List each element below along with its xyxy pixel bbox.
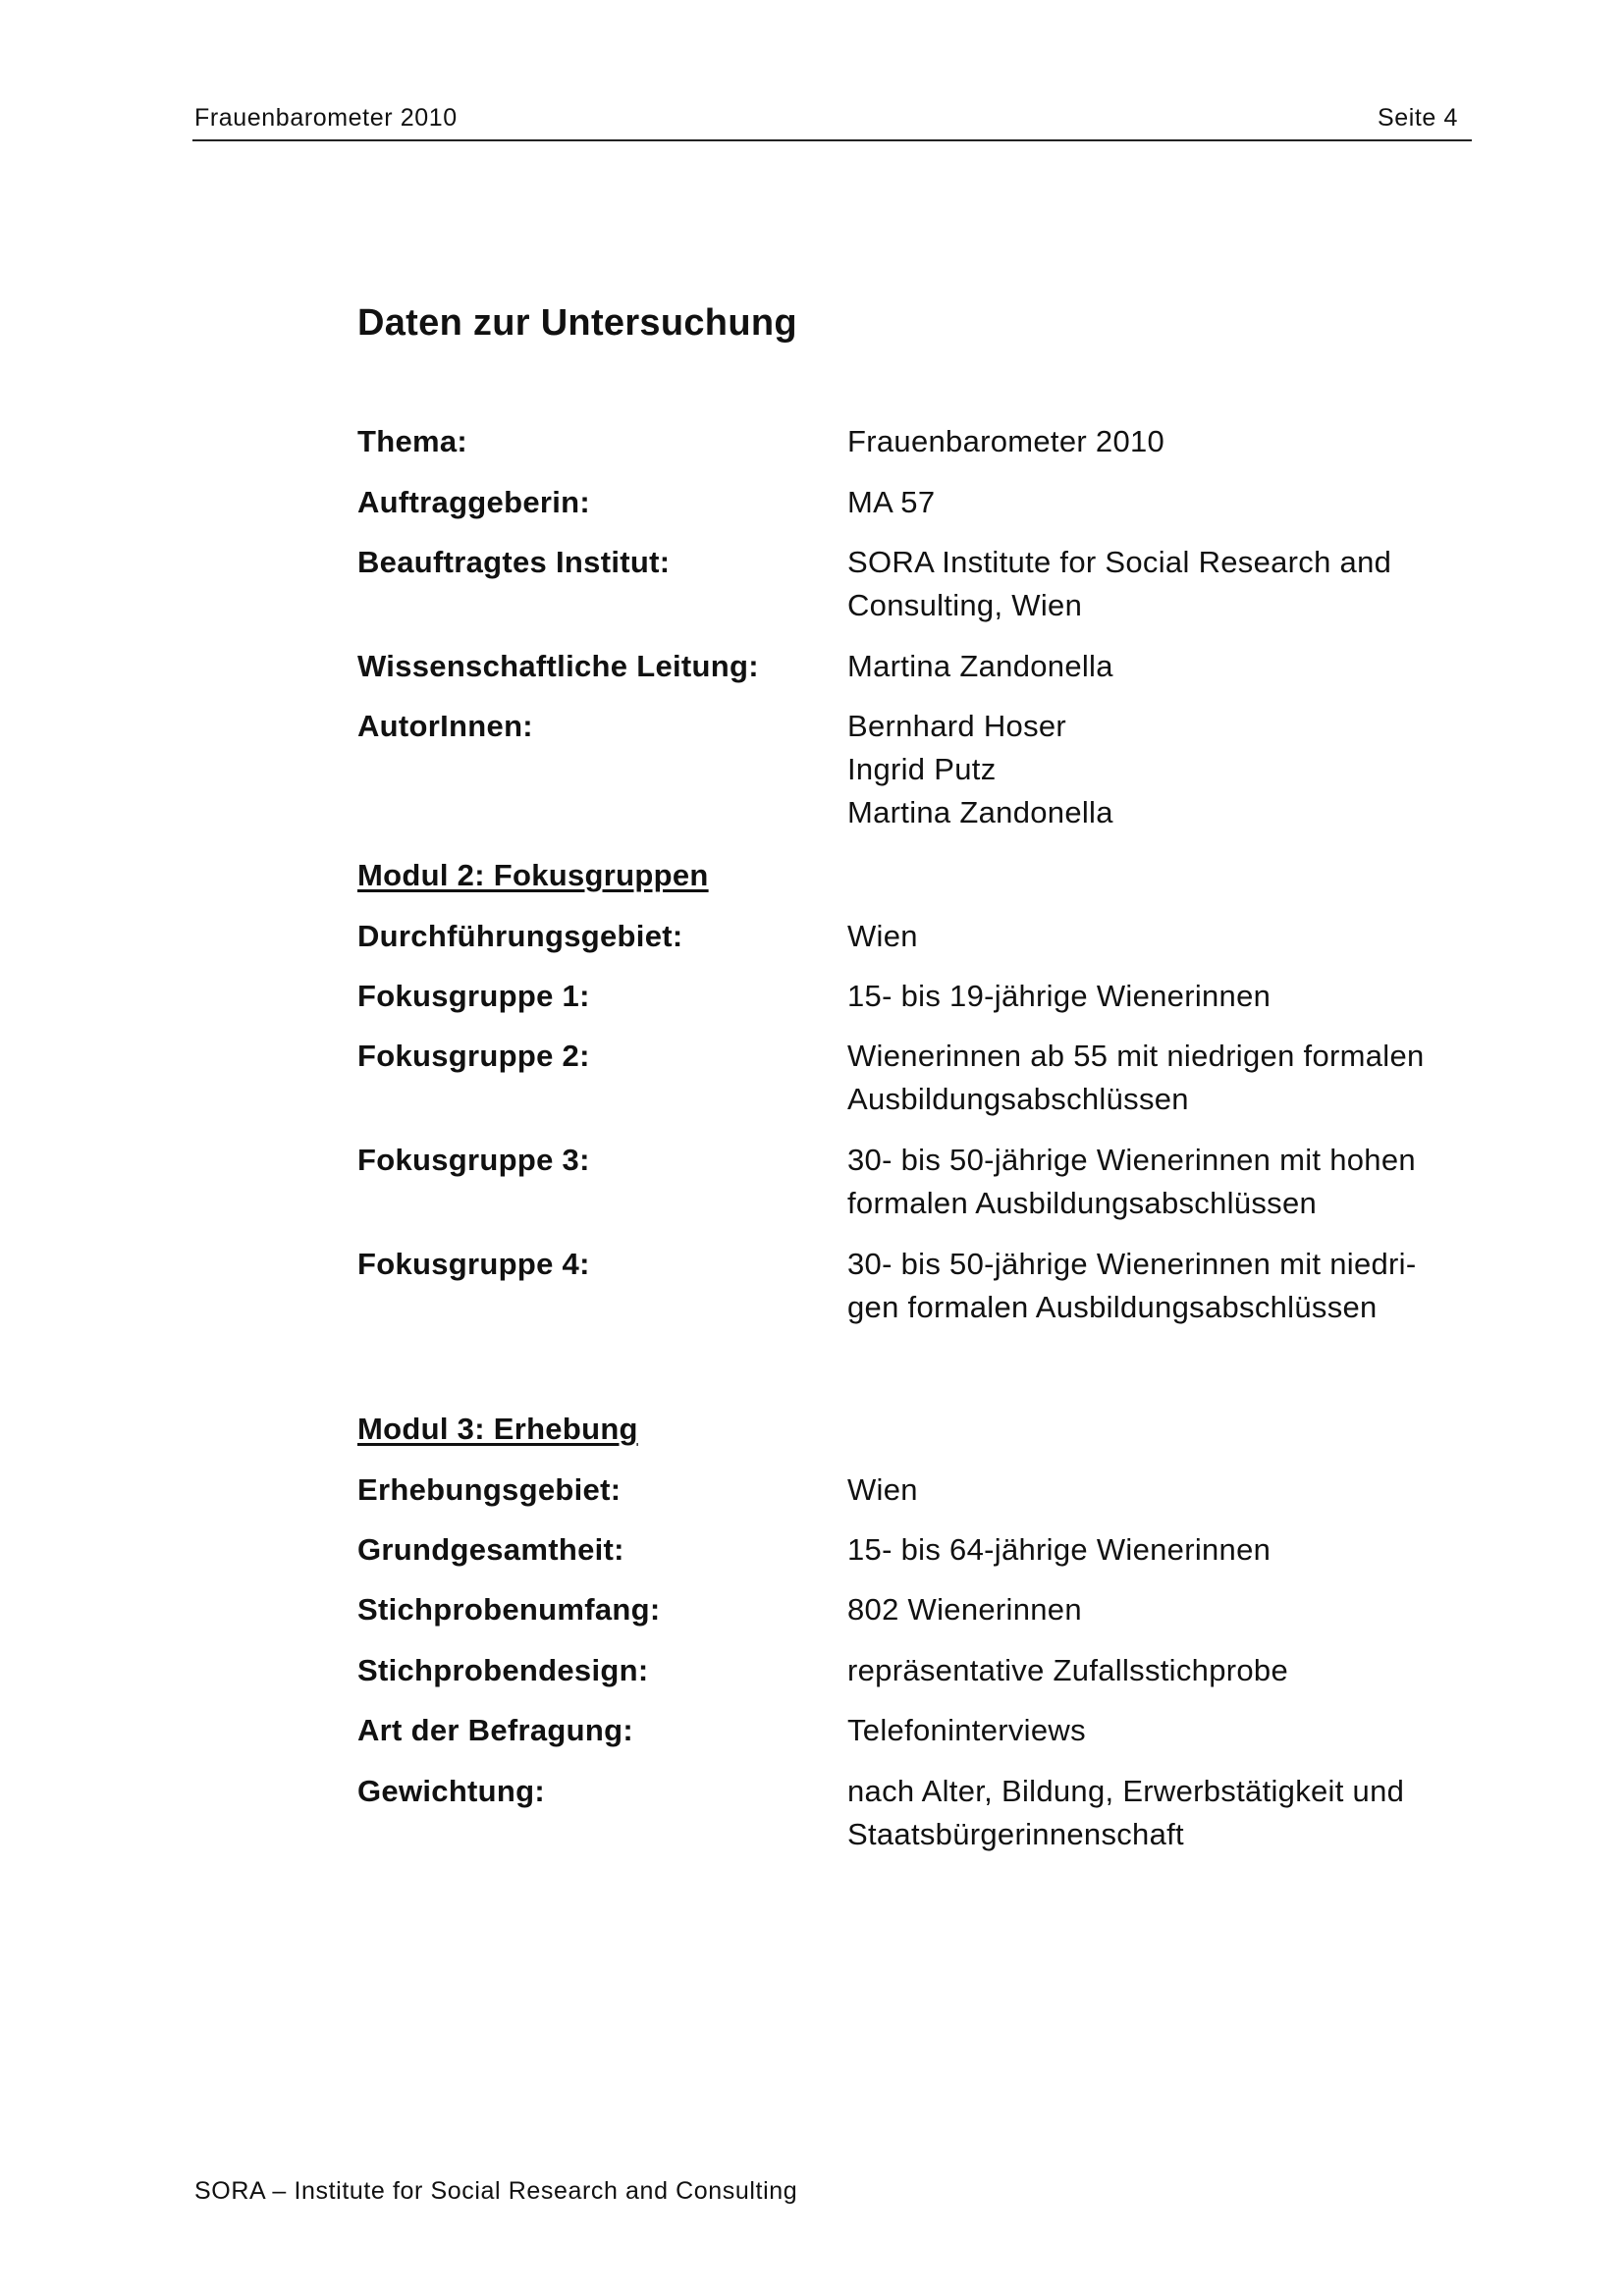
info-value-line: Ingrid Putz <box>847 752 997 786</box>
info-value-line: formalen Ausbildungsabschlüssen <box>847 1186 1318 1220</box>
info-label: Gewichtung: <box>357 1774 546 1808</box>
info-value <box>847 645 1476 688</box>
info-value <box>847 1243 1476 1329</box>
info-value <box>847 1709 1476 1752</box>
page-title: Daten zur Untersuchung <box>357 302 797 344</box>
info-label: Fokusgruppe 3: <box>357 1143 590 1177</box>
section-heading-modul-3: Modul 3: Erhebung <box>357 1412 638 1446</box>
page-footer: SORA – Institute for Social Research and Consulting <box>194 2177 798 2205</box>
info-label: Stichprobendesign: <box>357 1653 649 1687</box>
info-label: Beauftragtes Institut: <box>357 545 671 579</box>
info-value-line: SORA Institute for Social Research and <box>847 545 1392 579</box>
header-page-number: Seite 4 <box>1377 104 1458 132</box>
info-value-line: gen formalen Ausbildungsabschlüssen <box>847 1290 1378 1324</box>
info-value <box>847 1035 1476 1121</box>
info-value <box>847 541 1476 627</box>
info-value-line: Wienerinnen ab 55 mit niedrigen formalen <box>847 1039 1425 1073</box>
info-value <box>847 481 1476 524</box>
info-value-line: Wien <box>847 1472 918 1507</box>
info-value-line: repräsentative Zufallsstichprobe <box>847 1653 1288 1687</box>
header-document-title: Frauenbarometer 2010 <box>194 104 458 132</box>
info-value-line: Consulting, Wien <box>847 588 1083 622</box>
section-heading-modul-2: Modul 2: Fokusgruppen <box>357 858 709 892</box>
info-value <box>847 975 1476 1018</box>
info-value-line: 15- bis 64-jährige Wienerinnen <box>847 1532 1271 1567</box>
info-value-line: Wien <box>847 919 918 953</box>
info-value <box>847 1770 1476 1856</box>
info-value-line: 802 Wienerinnen <box>847 1592 1082 1627</box>
info-label: Auftraggeberin: <box>357 485 590 519</box>
info-value <box>847 420 1476 463</box>
info-value <box>847 705 1476 834</box>
info-value-line: 15- bis 19-jährige Wienerinnen <box>847 979 1271 1013</box>
info-value-line: Bernhard Hoser <box>847 709 1067 743</box>
info-label: Fokusgruppe 1: <box>357 979 590 1013</box>
info-value-line: Staatsbürgerinnenschaft <box>847 1817 1184 1851</box>
info-value-line: Martina Zandonella <box>847 649 1113 683</box>
info-value-line: 30- bis 50-jährige Wienerinnen mit hohen <box>847 1143 1416 1177</box>
info-value <box>847 1649 1476 1692</box>
info-value-line: Martina Zandonella <box>847 795 1113 829</box>
info-value <box>847 1468 1476 1512</box>
info-value-line: MA 57 <box>847 485 936 519</box>
info-label: AutorInnen: <box>357 709 533 743</box>
info-label: Durchführungsgebiet: <box>357 919 683 953</box>
info-value-line: Frauenbarometer 2010 <box>847 424 1165 458</box>
info-label: Thema: <box>357 424 468 458</box>
info-value <box>847 1528 1476 1572</box>
info-value-line: nach Alter, Bildung, Erwerbstätigkeit und <box>847 1774 1405 1808</box>
info-label: Wissenschaftliche Leitung: <box>357 649 759 683</box>
info-value-line: Ausbildungsabschlüssen <box>847 1082 1189 1116</box>
info-label: Stichprobenumfang: <box>357 1592 661 1627</box>
info-value <box>847 1139 1476 1225</box>
info-label: Fokusgruppe 2: <box>357 1039 590 1073</box>
info-value <box>847 915 1476 958</box>
info-value <box>847 1588 1476 1631</box>
info-label: Fokusgruppe 4: <box>357 1247 590 1281</box>
info-label: Grundgesamtheit: <box>357 1532 624 1567</box>
info-value-line: 30- bis 50-jährige Wienerinnen mit niedri- <box>847 1247 1417 1281</box>
info-label: Art der Befragung: <box>357 1713 633 1747</box>
info-value-line: Telefoninterviews <box>847 1713 1086 1747</box>
page-header <box>192 104 1472 141</box>
info-label: Erhebungsgebiet: <box>357 1472 622 1507</box>
